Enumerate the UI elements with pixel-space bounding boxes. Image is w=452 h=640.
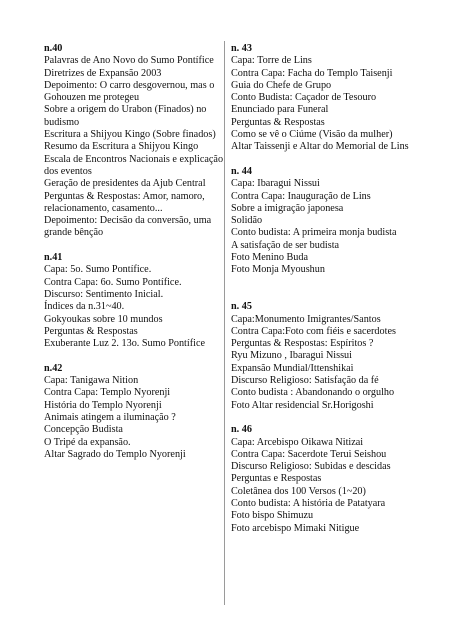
issue-entry: Sobre a imigração japonesa [231, 202, 344, 214]
issue-entry: Foto Monja Myoushun [231, 264, 325, 276]
issue-entry: Expansão Mundial/Ittenshikai [231, 362, 354, 374]
issue-entry: Capa: Ibaragui Nissui [231, 178, 320, 190]
issue-entry: Sobre a origem do Urabon (Finados) no budismo [44, 104, 207, 128]
issue-entry: Discurso Religioso: Satisfação da fé [231, 375, 379, 387]
issue-entry: Altar Taissenji e Altar do Memorial de Lins [231, 141, 409, 153]
issue-entry: Conto Budista: Caçador de Tesouro [231, 92, 377, 104]
issue-entry: A satisfação de ser budista [231, 239, 340, 251]
issue-entry: Enunciado para Funeral [231, 104, 329, 116]
issue-entry: Contra Capa: Templo Nyorenji [44, 387, 171, 399]
issue-entry: Como se vê o Ciúme (Visão da mulher) [231, 129, 393, 141]
issue-entry: Exuberante Luz 2. 13o. Sumo Pontífice [44, 338, 205, 350]
issue-entry: Conto budista : Abandonando o orgulho [231, 387, 395, 399]
issue-entry: Contra Capa: Facha do Templo Taisenji [231, 67, 393, 79]
issue-heading: n.40 [44, 43, 63, 54]
issue-entry: Gokyoukas sobre 10 mundos [44, 313, 163, 325]
left-column [44, 43, 224, 461]
issue-entry: Guia do Chefe de Grupo [231, 79, 332, 91]
issue-entry: Conto budista: A primeira monja budista [231, 227, 397, 239]
issue-entry: Altar Sagrado do Templo Nyorenji [44, 448, 186, 460]
issue-entry: Perguntas & Respostas: Espíritos ? [231, 338, 374, 350]
issue-entry: Concepção Budista [44, 424, 123, 436]
issue-heading: n. 46 [231, 424, 252, 436]
issue-entry: Perguntas & Respostas: Amor, namoro, relacionamento, casamento... [44, 190, 205, 214]
issue-section [231, 301, 421, 412]
issue-section [231, 43, 421, 154]
issue-heading: n. 44 [231, 165, 252, 177]
issue-heading: n.42 [44, 362, 63, 374]
issue-entry: Solidão [231, 215, 263, 227]
issue-entry: O Tripé da expansão. [44, 436, 131, 448]
issue-section [231, 424, 421, 535]
issue-entry: Escala de Encontros Nacionais e explicação dos eventos [44, 153, 224, 177]
issue-entry: Ryu Mizuno , Ibaragui Nissui [231, 350, 352, 362]
issue-heading: n. 45 [231, 301, 252, 313]
issue-entry: Perguntas e Respostas [231, 473, 322, 485]
issue-entry: Perguntas & Respostas [231, 116, 325, 128]
issue-entry: Palavras de Ano Novo do Sumo Pontífice [44, 55, 214, 67]
issue-entry: Índices da n.31~40. [44, 301, 125, 313]
column-divider [224, 41, 225, 605]
issue-section [44, 43, 224, 240]
issue-entry: Capa: Tanigawa Nition [44, 375, 139, 387]
issue-entry: Foto Altar residencial Sr.Horigoshi [231, 399, 374, 411]
issue-entry: Coletânea dos 100 Versos (1~20) [231, 485, 366, 497]
issue-entry: Discurso: Sentimento Inicial. [44, 288, 164, 300]
issue-entry: Foto arcebispo Mimaki Nitigue [231, 522, 360, 534]
issue-entry: Capa: Arcebispo Oikawa Nitizai [231, 436, 364, 448]
issue-entry: Contra Capa:Foto com fiéis e sacerdotes [231, 325, 396, 337]
issue-entry: Conto budista: A história de Patatyara [231, 497, 386, 509]
issue-section [231, 166, 421, 277]
issue-entry: Resumo da Escritura a Shijyou Kingo [44, 141, 199, 153]
issue-entry: Depoimento: O carro desgovernou, mas o Gohouzen me protegeu [44, 79, 215, 104]
issue-entry: Foto bispo Shimuzu [231, 510, 314, 522]
issue-entry: Capa:Monumento Imigrantes/Santos [231, 313, 381, 325]
issue-entry: Animais atingem a iluminação ? [44, 411, 176, 423]
issue-section [44, 363, 224, 461]
right-column [231, 43, 421, 535]
issue-entry: Geração de presidentes da Ajub Central [44, 178, 206, 190]
issue-heading: n. 43 [231, 43, 252, 54]
issue-entry: Contra Capa: Sacerdote Terui Seishou [231, 448, 387, 460]
issue-entry: Foto Menino Buda [231, 252, 308, 264]
issue-entry: Discurso Religioso: Subidas e descidas [231, 461, 391, 473]
issue-entry: Diretrizes de Expansão 2003 [44, 67, 162, 79]
issue-entry: Contra Capa: 6o. Sumo Pontífice. [44, 276, 182, 288]
issue-entry: Depoimento: Decisão da conversão, uma grande bênção [44, 215, 212, 239]
issue-entry: Contra Capa: Inauguração de Lins [231, 190, 371, 202]
issue-heading: n.41 [44, 252, 63, 264]
issue-entry: História do Templo Nyorenji [44, 399, 162, 411]
issue-entry: Perguntas & Respostas [44, 325, 138, 337]
issue-entry: Escritura a Shijyou Kingo (Sobre finados) [44, 129, 216, 141]
issue-entry: Capa: Torre de Lins [231, 55, 312, 67]
issue-section [44, 252, 224, 350]
issue-entry: Capa: 5o. Sumo Pontífice. [44, 264, 152, 276]
